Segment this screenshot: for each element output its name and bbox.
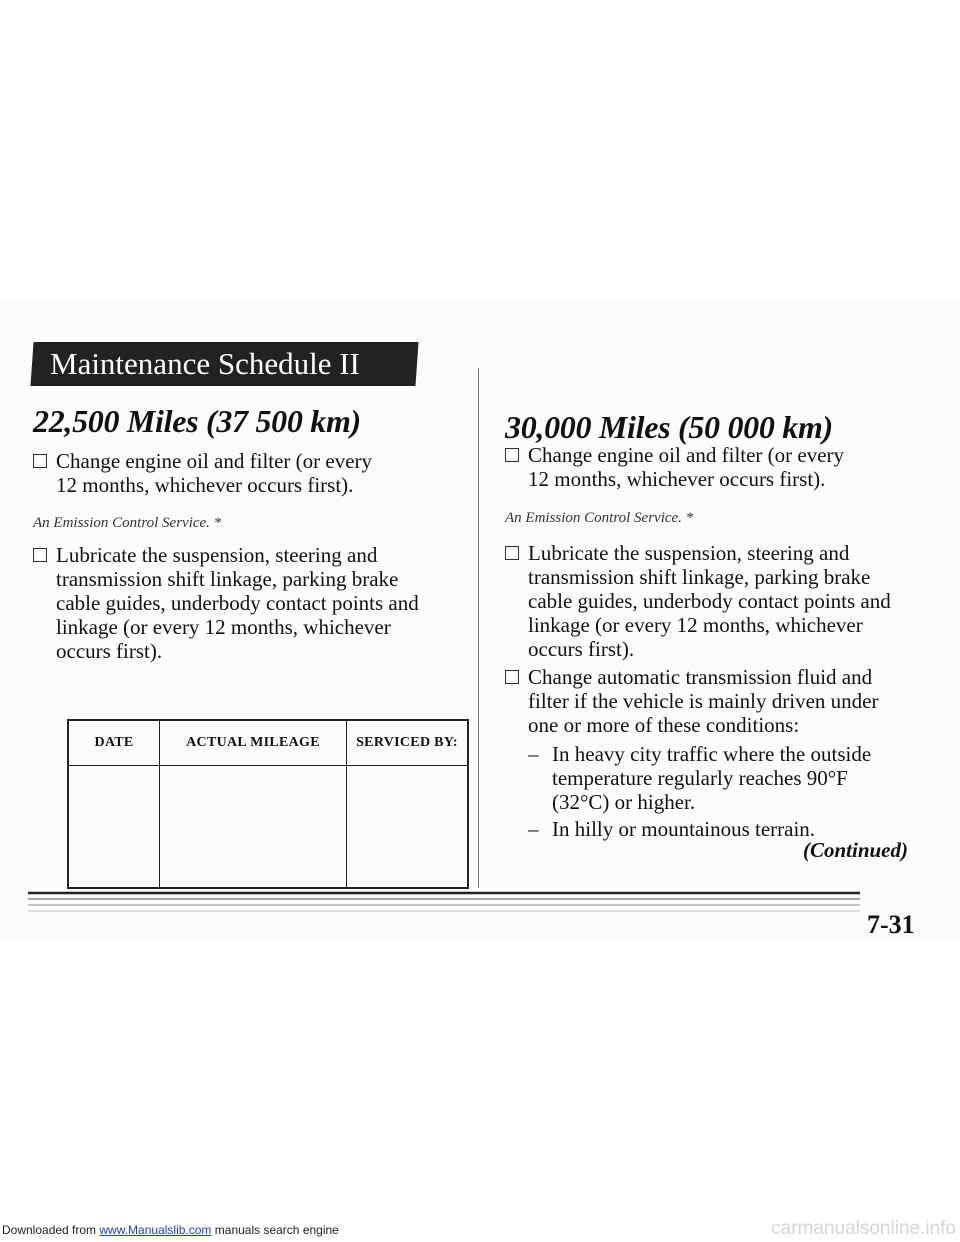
left-heading: 22,500 Miles (37 500 km)	[33, 403, 361, 439]
right-item-lubricate: Lubricate the suspension, steering and transmission shift linkage, parking brake cable guides, underbody contact points and linkage (or every 12 months, whichever occurs first).	[505, 541, 945, 661]
checkbox-icon[interactable]	[505, 448, 519, 462]
left-item-oil-change: Change engine oil and filter (or every 12 months, whichever occurs first).	[33, 449, 453, 497]
date-cell[interactable]	[68, 766, 160, 889]
column-divider	[478, 368, 479, 888]
serviced-by-cell[interactable]	[347, 766, 469, 889]
date-header: DATE	[68, 720, 160, 766]
left-emission-note: An Emission Control Service. *	[33, 515, 222, 531]
page-rules	[0, 890, 960, 930]
manualslib-link[interactable]: www.Manualslib.com	[99, 1223, 212, 1237]
condition-city-traffic: – In heavy city traffic where the outside temperature regularly reaches 90°F (32°C) or higher.	[528, 742, 872, 814]
right-emission-note: An Emission Control Service. *	[505, 510, 694, 526]
right-heading: 30,000 Miles (50 000 km)	[505, 409, 833, 445]
mileage-header: ACTUAL MILEAGE	[160, 720, 347, 766]
checkbox-icon[interactable]	[33, 454, 47, 468]
checkbox-icon[interactable]	[33, 548, 47, 562]
right-item-oil-change: Change engine oil and filter (or every 12 months, whichever occurs first).	[505, 443, 925, 491]
download-footer: Downloaded from www.Manualslib.com manuals search engine	[2, 1223, 339, 1237]
checkbox-icon[interactable]	[505, 670, 519, 684]
service-log-table	[67, 719, 469, 889]
watermark: carmanualsonline.info	[771, 1218, 956, 1239]
left-item-lubricate: Lubricate the suspension, steering and transmission shift linkage, parking brake cable guides, underbody contact points and linkage (or every 12 months, whichever occurs first).	[33, 543, 473, 663]
continued-label: (Continued)	[802, 838, 908, 862]
serviced-by-header: SERVICED BY:	[347, 720, 469, 766]
page-number: 7-31	[867, 910, 915, 939]
condition-hilly-terrain: – In hilly or mountainous terrain.	[528, 817, 816, 841]
checkbox-icon[interactable]	[505, 546, 519, 560]
section-banner: Maintenance Schedule II	[30, 342, 418, 386]
mileage-cell[interactable]	[160, 766, 347, 889]
right-item-transmission-fluid: Change automatic transmission fluid and filter if the vehicle is mainly driven under one or more of these conditions:	[505, 665, 925, 737]
